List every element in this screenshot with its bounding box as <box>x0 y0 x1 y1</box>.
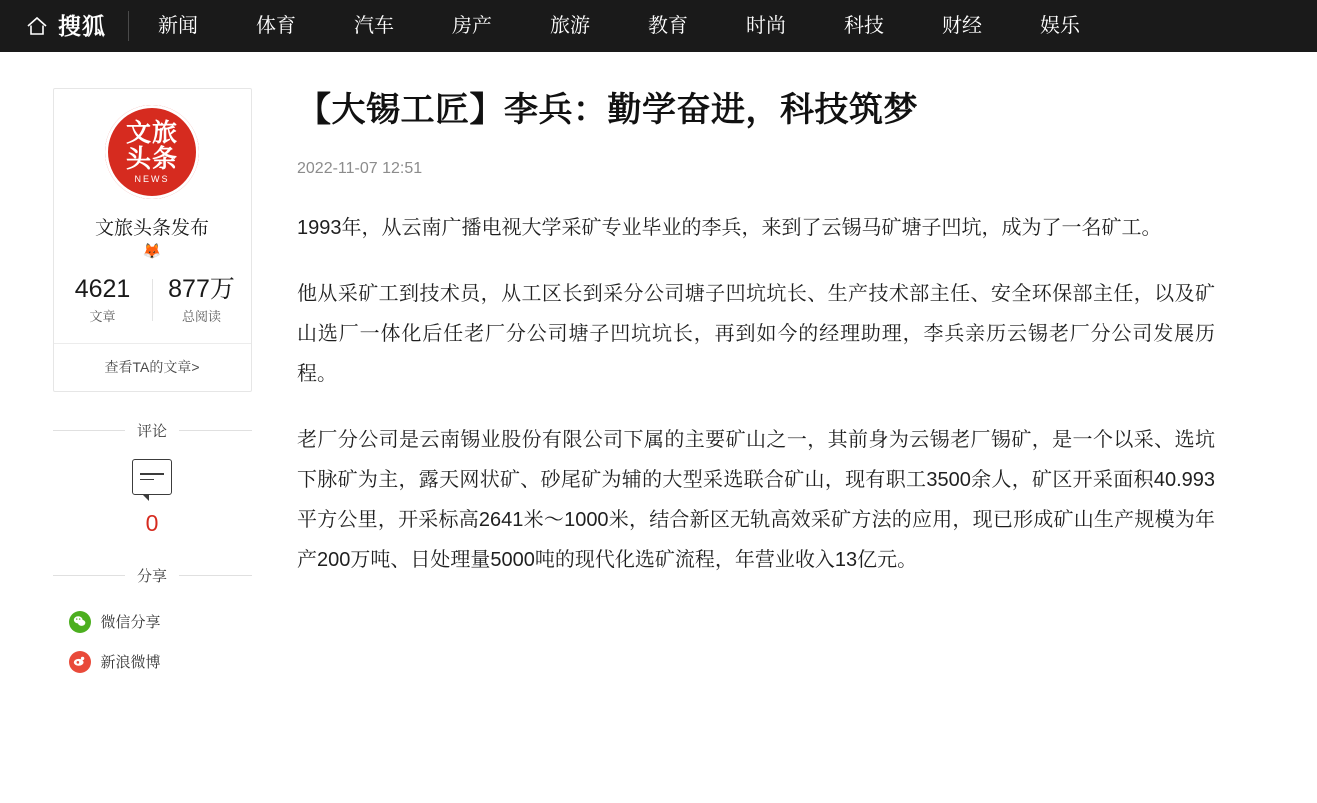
author-name[interactable]: 文旅头条发布 <box>94 218 209 239</box>
nav-item-tech[interactable]: 科技 <box>844 15 884 37</box>
nav-item-list <box>129 0 1109 52</box>
share-list <box>53 602 252 682</box>
article-container <box>275 88 1275 606</box>
share-wechat-label: 微信分享 <box>100 614 161 632</box>
article-paragraph-1: 1993年，从云南广播电视大学采矿专业毕业的李兵，来到了云锡马矿塘子凹坑，成为了一名矿工。 <box>297 216 1162 239</box>
stat-reads-label: 总阅读 <box>181 308 221 324</box>
article-paragraph-2: 他从采矿工到技术员，从工区长到采分公司塘子凹坑坑长、生产技术部主任、安全环保部主任，以及矿山选厂一体化后任老厂分公司塘子凹坑坑长，再到如今的经理助理，李兵亲历云锡老厂分公司发展历程。 <box>297 282 1215 385</box>
comment-count: 0 <box>145 509 159 536</box>
author-stats <box>54 275 251 325</box>
nav-item-education[interactable]: 教育 <box>648 15 688 37</box>
nav-item-travel[interactable]: 旅游 <box>550 15 590 37</box>
share-rule-right <box>179 575 252 576</box>
comment-line-2 <box>140 479 154 481</box>
nav-item-finance[interactable]: 财经 <box>942 15 982 37</box>
comment-section-header <box>53 420 252 441</box>
section-rule-left <box>53 430 126 431</box>
stat-articles <box>54 275 152 325</box>
share-weibo-label: 新浪微博 <box>100 654 161 672</box>
weibo-icon <box>69 651 91 673</box>
view-author-articles-link[interactable]: 查看TA的文章> <box>104 358 200 375</box>
nav-item-fashion[interactable]: 时尚 <box>746 15 786 37</box>
brand-name[interactable]: 搜狐 <box>58 12 106 39</box>
avatar-line-1: 文旅 <box>125 118 178 147</box>
nav-item-auto[interactable]: 汽车 <box>354 15 394 37</box>
author-card <box>53 88 252 392</box>
fox-icon: 🦊 <box>142 243 162 260</box>
nav-item-news[interactable]: 新闻 <box>158 15 198 37</box>
brand-logo[interactable] <box>26 11 129 41</box>
comment-icon[interactable] <box>132 459 172 495</box>
article-paragraph-3: 老厂分公司是云南锡业股份有限公司下属的主要矿山之一，其前身为云锡老厂锡矿，是一个以采、选坑下脉矿为主，露天网状矿、砂尾矿为辅的大型采选联合矿山，现有职工3500余人，矿区开采面积40.993平方公里，开采标高2641米～1000米，结合新区无轨高效采矿方法的应用，现已形成矿山生产规模为年产200万吨、日处理量5000吨的现代化选矿流程，年营业收入13亿元。 <box>297 428 1215 571</box>
sidebar <box>29 88 275 682</box>
avatar[interactable] <box>105 105 199 199</box>
nav-item-entertainment[interactable]: 娱乐 <box>1040 15 1080 37</box>
nav-item-realestate[interactable]: 房产 <box>452 15 492 37</box>
stat-reads-value: 877万 <box>168 275 235 303</box>
comment-line-1 <box>140 473 164 475</box>
share-rule-left <box>53 575 126 576</box>
wechat-icon <box>69 611 91 633</box>
stat-reads <box>153 275 251 325</box>
home-icon[interactable] <box>26 15 48 37</box>
stat-articles-label: 文章 <box>89 308 116 324</box>
top-navigation-bar <box>0 0 1317 52</box>
page-title: 【大锡工匠】李兵：勤学奋进，科技筑梦 <box>297 91 918 129</box>
stat-articles-value: 4621 <box>74 275 131 303</box>
comment-block[interactable] <box>132 459 172 537</box>
share-section-header <box>53 565 252 586</box>
avatar-line-3: NEWS <box>134 174 170 185</box>
avatar-line-2: 头条 <box>125 144 178 173</box>
article-timestamp: 2022-11-07 12:51 <box>297 159 423 177</box>
comment-section-title: 评论 <box>137 422 168 440</box>
page-body <box>0 52 1317 682</box>
share-weibo-button[interactable] <box>69 642 252 682</box>
nav-item-sports[interactable]: 体育 <box>256 15 296 37</box>
share-section-title: 分享 <box>137 567 168 585</box>
section-rule-right <box>179 430 252 431</box>
share-wechat-button[interactable] <box>69 602 252 642</box>
